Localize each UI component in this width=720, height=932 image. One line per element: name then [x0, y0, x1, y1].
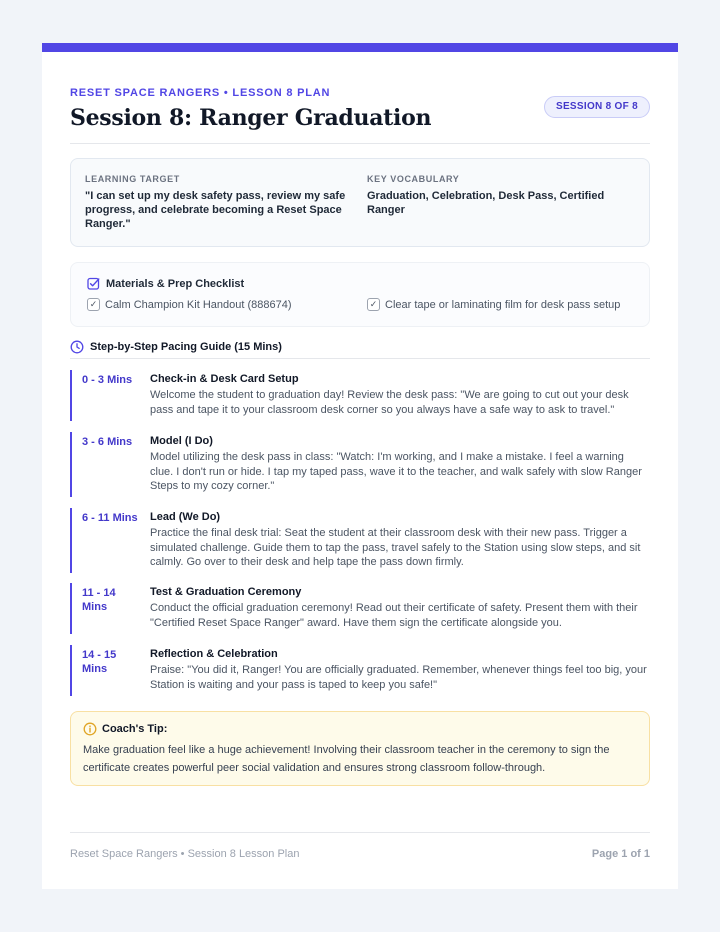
pacing-guide-header: [70, 340, 282, 354]
check-icon[interactable]: ✓: [87, 298, 100, 311]
checklist-item[interactable]: [87, 298, 292, 311]
step-description: Welcome the student to graduation day! Review the desk pass: "We are going to cut out your desk pass and tape it to your classroom desk corner so you always have a safe way to ask to travel.": [150, 389, 629, 416]
top-accent-bar: [42, 43, 678, 52]
checklist-icon: [87, 277, 100, 290]
step-time: 6 - 11 Mins: [82, 512, 138, 524]
step-time: 3 - 6 Mins: [82, 436, 133, 448]
footer-document-name: Reset Space Rangers • Session 8 Lesson Plan: [70, 848, 300, 860]
lesson-eyebrow: RESET SPACE RANGERS • LESSON 8 PLAN: [70, 87, 331, 99]
learning-target: [85, 174, 350, 231]
learning-target-text: "I can set up my desk safety pass, review my safe progress, and celebrate becoming a Reset Space Ranger.": [85, 190, 346, 230]
pacing-step: [70, 645, 650, 696]
step-description: Praise: "You did it, Ranger! You are officially graduated. Remember, whenever things feel too big, your Station is waiting and your pass is taped to keep you safe!": [150, 664, 647, 691]
checklist-header: [87, 277, 244, 290]
checklist-item-label: Clear tape or laminating film for desk pass setup: [385, 298, 621, 311]
pacing-guide-title: Step-by-Step Pacing Guide (15 Mins): [90, 341, 282, 353]
coach-tip-box: [70, 711, 650, 786]
checklist-item[interactable]: [367, 298, 620, 311]
step-title: Check-in & Desk Card Setup: [150, 373, 299, 385]
key-vocabulary: [367, 174, 637, 217]
checklist-title: Materials & Prep Checklist: [106, 277, 245, 290]
pacing-step: [70, 508, 650, 573]
footer-page-number: Page 1 of 1: [591, 848, 650, 860]
step-title: Test & Graduation Ceremony: [150, 586, 302, 598]
learning-target-box: [70, 158, 650, 247]
checklist-item-label: Calm Champion Kit Handout (888674): [105, 298, 292, 311]
info-icon: [83, 722, 97, 736]
header-divider: [70, 143, 650, 144]
pacing-step: [70, 583, 650, 634]
coach-tip-text: Make graduation feel like a huge achievement! Involving their classroom teacher in the ceremony to sign the certificate creates powerful peer social validation and ensures strong classroom follow-through.: [83, 744, 610, 774]
step-title: Model (I Do): [150, 435, 213, 447]
learning-target-label: LEARNING TARGET: [85, 174, 180, 184]
materials-checklist: [70, 262, 650, 327]
clock-icon: [70, 340, 84, 354]
coach-tip-title: Coach's Tip:: [102, 723, 168, 735]
lesson-plan-page: [42, 43, 678, 889]
step-description: Model utilizing the desk pass in class: "Watch: I'm working, and I make a mistake. I feel a warning clue. I don't run or hide. I tap my taped pass, wave it to the teacher, and walk safely with slow Ranger Steps to my cozy corner.": [150, 451, 642, 492]
coach-tip-header: [83, 722, 167, 736]
page-title: Session 8: Ranger Graduation: [70, 105, 432, 131]
step-time: 14 - 15 Mins: [82, 649, 117, 675]
step-description: Practice the final desk trial: Seat the student at their classroom desk with their new pass. Trigger a simulated challenge. Guide them to tap the pass, travel safely to the Station using slow steps, and sit calmly. Go over to their desk and help tape the pass down firmly.: [150, 527, 641, 568]
key-vocabulary-label: KEY VOCABULARY: [367, 174, 460, 184]
step-time: 11 - 14 Mins: [82, 587, 116, 613]
step-time: 0 - 3 Mins: [82, 374, 133, 386]
pacing-divider: [70, 358, 650, 359]
session-badge: SESSION 8 OF 8: [544, 96, 650, 118]
step-title: Reflection & Celebration: [150, 648, 278, 660]
footer-divider: [70, 832, 650, 833]
step-description: Conduct the official graduation ceremony! Read out their certificate of safety. Present them with their "Certified Reset Space Ranger" award. Have them sign the certificate alongside you.: [150, 602, 638, 629]
step-title: Lead (We Do): [150, 511, 221, 523]
check-icon[interactable]: ✓: [367, 298, 380, 311]
key-vocabulary-text: Graduation, Celebration, Desk Pass, Certified Ranger: [367, 190, 605, 216]
pacing-step: [70, 370, 650, 421]
pacing-step: [70, 432, 650, 497]
